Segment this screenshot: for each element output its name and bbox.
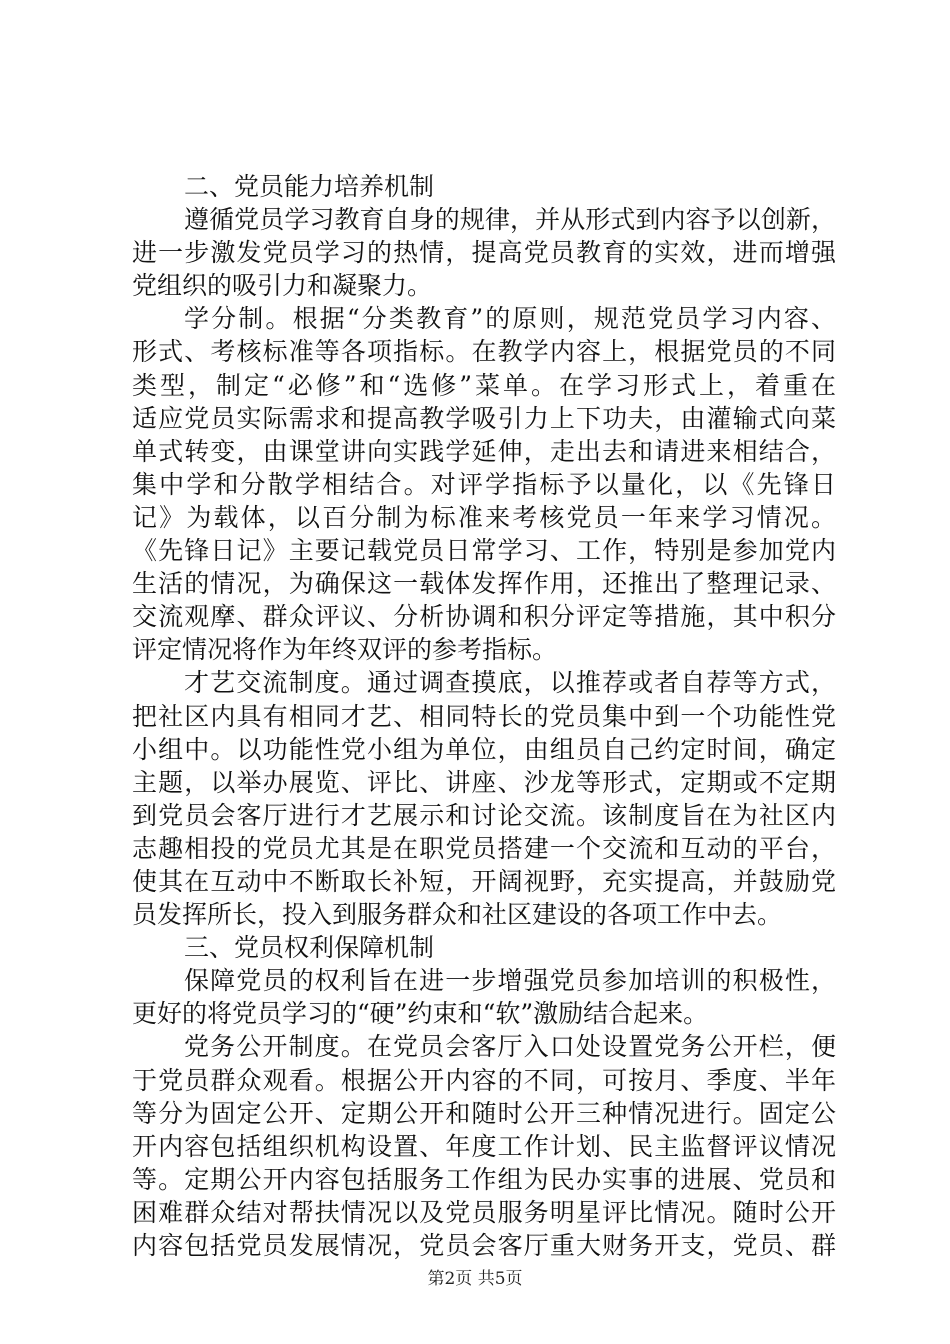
text-line: 形式、考核标准等各项指标。在教学内容上，根据党员的不同: [132, 337, 836, 367]
text-line: 等。定期公开内容包括服务工作组为民办实事的进展、党员和: [132, 1164, 836, 1194]
document-body: [132, 170, 836, 1262]
text-line: 评定情况将作为年终双评的参考指标。: [132, 635, 558, 665]
text-line: 使其在互动中不断取长补短，开阔视野，充实提高，并鼓励党: [132, 866, 836, 896]
text-line: 二、党员能力培养机制: [184, 172, 435, 201]
text-line: 学分制。根据“分类教育”的原则，规范党员学习内容、: [184, 304, 836, 334]
text-line: 到党员会客厅进行才艺展示和讨论交流。该制度旨在为社区内: [132, 800, 836, 830]
text-line: 困难群众结对帮扶情况以及党员服务明星评比情况。随时公开: [132, 1197, 836, 1227]
text-line: 类型，制定“必修”和“选修”菜单。在学习形式上，着重在: [132, 370, 836, 400]
text-line: 员发挥所长，投入到服务群众和社区建设的各项工作中去。: [132, 900, 783, 930]
text-line: 保障党员的权利旨在进一步增强党员参加培训的积极性，: [184, 966, 836, 996]
text-line: 小组中。以功能性党小组为单位，由组员自己约定时间，确定: [132, 734, 836, 764]
text-line: 党务公开制度。在党员会客厅入口处设置党务公开栏，便: [184, 1032, 836, 1062]
text-line: 志趣相投的党员尤其是在职党员搭建一个交流和互动的平台，: [132, 833, 836, 863]
text-line: 生活的情况，为确保这一载体发挥作用，还推出了整理记录、: [132, 569, 836, 599]
text-line: 三、党员权利保障机制: [184, 933, 435, 963]
text-line: 进一步激发党员学习的热情，提高党员教育的实效，进而增强: [132, 238, 836, 268]
text-line: 交流观摩、群众评议、分析协调和积分评定等措施，其中积分: [132, 602, 836, 632]
text-line: 开内容包括组织机构设置、年度工作计划、民主监督评议情况: [132, 1131, 836, 1161]
text-line: 主题，以举办展览、评比、讲座、沙龙等形式，定期或不定期: [132, 767, 836, 797]
text-line: 内容包括党员发展情况，党员会客厅重大财务开支，党员、群: [132, 1231, 836, 1260]
page-footer: 第2页 共5页: [427, 1269, 523, 1289]
text-line: 遵循党员学习教育自身的规律，并从形式到内容予以创新，: [184, 205, 836, 235]
text-line: 更好的将党员学习的“硬”约束和“软”激励结合起来。: [132, 999, 709, 1029]
text-line: 于党员群众观看。根据公开内容的不同，可按月、季度、半年: [132, 1065, 836, 1095]
text-line: 记》为载体，以百分制为标准来考核党员一年来学习情况。: [132, 502, 836, 532]
text-line: 党组织的吸引力和凝聚力。: [132, 271, 433, 301]
text-line: 等分为固定公开、定期公开和随时公开三种情况进行。固定公: [132, 1098, 836, 1128]
text-line: 才艺交流制度。通过调查摸底，以推荐或者自荐等方式，: [184, 668, 836, 698]
text-line: 单式转变，由课堂讲向实践学延伸，走出去和请进来相结合，: [132, 436, 836, 466]
text-line: 集中学和分散学相结合。对评学指标予以量化，以《先锋日: [132, 469, 836, 499]
text-line: 把社区内具有相同才艺、相同特长的党员集中到一个功能性党: [132, 701, 836, 731]
text-line: 《先锋日记》主要记载党员日常学习、工作，特别是参加党内: [132, 536, 836, 566]
text-line: 适应党员实际需求和提高教学吸引力上下功夫，由灌输式向菜: [132, 403, 836, 433]
